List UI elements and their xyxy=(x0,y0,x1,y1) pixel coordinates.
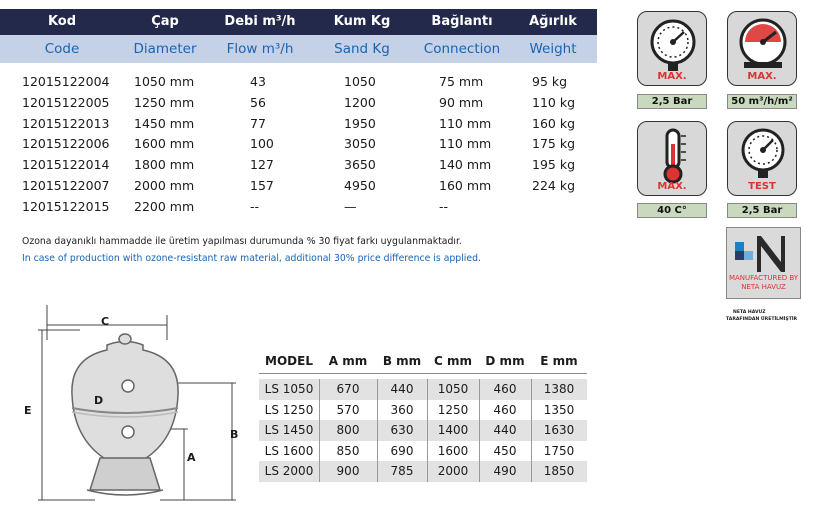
header-model: MODEL xyxy=(265,354,313,368)
connection-cell: 110 mm xyxy=(439,136,492,152)
e-cell: 1750 xyxy=(543,443,575,458)
b-cell: 690 xyxy=(390,443,414,458)
diameter-cell: 2200 mm xyxy=(134,198,195,214)
column-divider xyxy=(319,379,320,482)
code-cell: 12015122005 xyxy=(22,94,110,110)
header-connection-en: Connection xyxy=(423,41,501,57)
connection-cell: 75 mm xyxy=(439,74,484,89)
code-cell: 12015122004 xyxy=(22,74,110,89)
dimension-label-a: A xyxy=(187,451,196,464)
model-cell: LS 1450 xyxy=(264,423,314,437)
code-cell: 12015122013 xyxy=(22,115,110,131)
diameter-cell: 1600 mm xyxy=(134,136,195,152)
a-cell: 800 xyxy=(336,423,360,437)
table-row xyxy=(259,441,587,462)
connection-cell: -- xyxy=(439,198,449,214)
flow-cell: 100 xyxy=(250,136,274,152)
note-turkish: Ozona dayanıklı hammadde ile üretim yapılması durumunda % 30 fiyat farkı uygulanmaktadır. xyxy=(22,236,462,247)
diameter-cell: 2000 mm xyxy=(134,177,195,193)
sand-cell: 1950 xyxy=(344,115,376,131)
model-cell: LS 1050 xyxy=(264,382,314,396)
column-divider xyxy=(427,379,428,482)
header-weight-en: Weight xyxy=(529,41,577,57)
table-row xyxy=(0,134,597,155)
connection-cell: 160 mm xyxy=(439,177,492,193)
code-cell: 12015122007 xyxy=(22,177,110,193)
weight-cell: 110 kg xyxy=(532,94,576,110)
dimension-label-d: D xyxy=(94,394,104,407)
a-cell: 570 xyxy=(336,402,360,417)
weight-cell: 95 kg xyxy=(532,74,568,89)
table-row xyxy=(259,420,587,441)
diameter-cell: 1800 mm xyxy=(134,157,195,173)
flow-max-value: 50 m³/h/m² xyxy=(727,94,797,109)
e-cell: 1380 xyxy=(543,382,575,396)
product-table-header-en xyxy=(0,35,597,63)
temperature-max-caption: MAX. xyxy=(657,181,687,192)
dimension-label-b: B xyxy=(230,428,239,441)
header-diameter-en: Diameter xyxy=(133,41,197,57)
b-cell: 630 xyxy=(390,423,414,437)
a-cell: 900 xyxy=(336,464,360,478)
header-connection-tr: Bağlantı xyxy=(431,14,493,29)
temperature-max-value: 40 C° xyxy=(637,203,707,218)
sand-cell: 1050 xyxy=(344,74,376,89)
header-a: A mm xyxy=(328,354,368,368)
test-caption: TEST xyxy=(748,181,776,192)
d-cell: 440 xyxy=(493,423,517,437)
sand-cell: 1200 xyxy=(344,94,376,110)
weight-cell: 160 kg xyxy=(532,115,576,131)
e-cell: 1630 xyxy=(543,423,575,437)
connection-cell: 140 mm xyxy=(439,157,492,173)
table-row xyxy=(259,379,587,400)
test-value: 2,5 Bar xyxy=(727,203,797,218)
product-table-body xyxy=(0,72,597,218)
d-cell: 460 xyxy=(493,382,517,396)
table-row xyxy=(259,461,587,482)
header-e: E mm xyxy=(540,354,578,368)
header-sand-en: Sand Kg xyxy=(334,41,390,57)
product-table-header-tr xyxy=(0,9,597,35)
b-cell: 785 xyxy=(390,464,414,478)
sand-cell: 3050 xyxy=(344,136,376,152)
dimension-label-e: E xyxy=(24,404,32,417)
header-c: C mm xyxy=(434,354,472,368)
c-cell: 1600 xyxy=(437,443,469,458)
c-cell: 1400 xyxy=(437,423,469,437)
code-cell: 12015122015 xyxy=(22,198,110,214)
header-b: B mm xyxy=(382,354,422,368)
header-flow-en: Flow m³/h xyxy=(226,41,294,57)
c-cell: 1250 xyxy=(437,402,469,417)
header-code-en: Code xyxy=(44,41,80,57)
a-cell: 850 xyxy=(336,443,360,458)
sand-cell: 3650 xyxy=(344,157,376,173)
header-code-tr: Kod xyxy=(47,14,77,29)
table-row xyxy=(0,176,597,197)
d-cell: 490 xyxy=(493,464,517,478)
c-cell: 2000 xyxy=(437,464,469,478)
table-row xyxy=(0,114,597,135)
diameter-cell: 1450 mm xyxy=(134,115,195,131)
neta-logo xyxy=(726,227,801,299)
diameter-cell: 1250 mm xyxy=(134,94,195,110)
model-cell: LS 2000 xyxy=(264,464,314,478)
flow-cell: -- xyxy=(250,198,260,214)
neta-logo-text: MANUFACTURED BY NETA HAVUZ xyxy=(728,274,799,291)
pressure-max-caption: MAX. xyxy=(657,71,687,82)
table-row xyxy=(0,93,597,114)
weight-cell: 175 kg xyxy=(532,136,576,152)
code-cell: 12015122006 xyxy=(22,136,110,152)
model-table-body xyxy=(259,379,587,482)
sand-cell: — xyxy=(344,198,357,214)
column-divider xyxy=(531,379,532,482)
neta-subtitle-1: NETA HAVUZ xyxy=(733,310,766,315)
weight-cell: 195 kg xyxy=(532,157,576,173)
header-d: D mm xyxy=(485,354,525,368)
table-header-row xyxy=(259,349,587,374)
header-weight-tr: Ağırlık xyxy=(529,14,577,29)
sand-cell: 4950 xyxy=(344,177,376,193)
header-sand-tr: Kum Kg xyxy=(333,14,391,29)
model-dimension-table xyxy=(259,349,587,482)
test-gauge-icon xyxy=(727,121,797,196)
connection-cell: 110 mm xyxy=(439,115,492,131)
e-cell: 1350 xyxy=(543,402,575,417)
c-cell: 1050 xyxy=(437,382,469,396)
table-row xyxy=(0,197,597,218)
diameter-cell: 1050 mm xyxy=(134,74,195,89)
flow-cell: 77 xyxy=(250,115,266,131)
a-cell: 670 xyxy=(336,382,360,396)
code-cell: 12015122014 xyxy=(22,157,110,173)
column-divider xyxy=(377,379,378,482)
e-cell: 1850 xyxy=(543,464,575,478)
table-row xyxy=(259,400,587,421)
thermometer-icon xyxy=(637,121,707,196)
model-cell: LS 1250 xyxy=(264,402,314,417)
flow-cell: 56 xyxy=(250,94,266,110)
pressure-max-value: 2,5 Bar xyxy=(637,94,707,109)
flow-cell: 43 xyxy=(250,74,266,89)
connection-cell: 90 mm xyxy=(439,94,484,110)
header-diameter-tr: Çap xyxy=(151,14,179,29)
b-cell: 360 xyxy=(390,402,414,417)
b-cell: 440 xyxy=(390,382,414,396)
table-row xyxy=(0,72,597,93)
header-flow-tr: Debi m³/h xyxy=(224,14,296,29)
filter-dimension-diagram xyxy=(0,300,250,520)
flow-cell: 157 xyxy=(250,177,274,193)
table-row xyxy=(0,155,597,176)
pressure-gauge-icon xyxy=(637,11,707,86)
dimension-label-c: C xyxy=(101,315,110,328)
flow-max-caption: MAX. xyxy=(747,71,777,82)
d-cell: 460 xyxy=(493,402,517,417)
note-english: In case of production with ozone-resistant raw material, additional 30% price difference is applied. xyxy=(22,253,481,264)
weight-cell: 224 kg xyxy=(532,177,576,193)
column-divider xyxy=(479,379,480,482)
model-cell: LS 1600 xyxy=(264,443,314,458)
flow-cell: 127 xyxy=(250,157,274,173)
neta-subtitle-2: TARAFINDAN ÜRETİLMİŞTİR xyxy=(726,317,798,322)
d-cell: 450 xyxy=(493,443,517,458)
flow-gauge-icon xyxy=(727,11,797,86)
